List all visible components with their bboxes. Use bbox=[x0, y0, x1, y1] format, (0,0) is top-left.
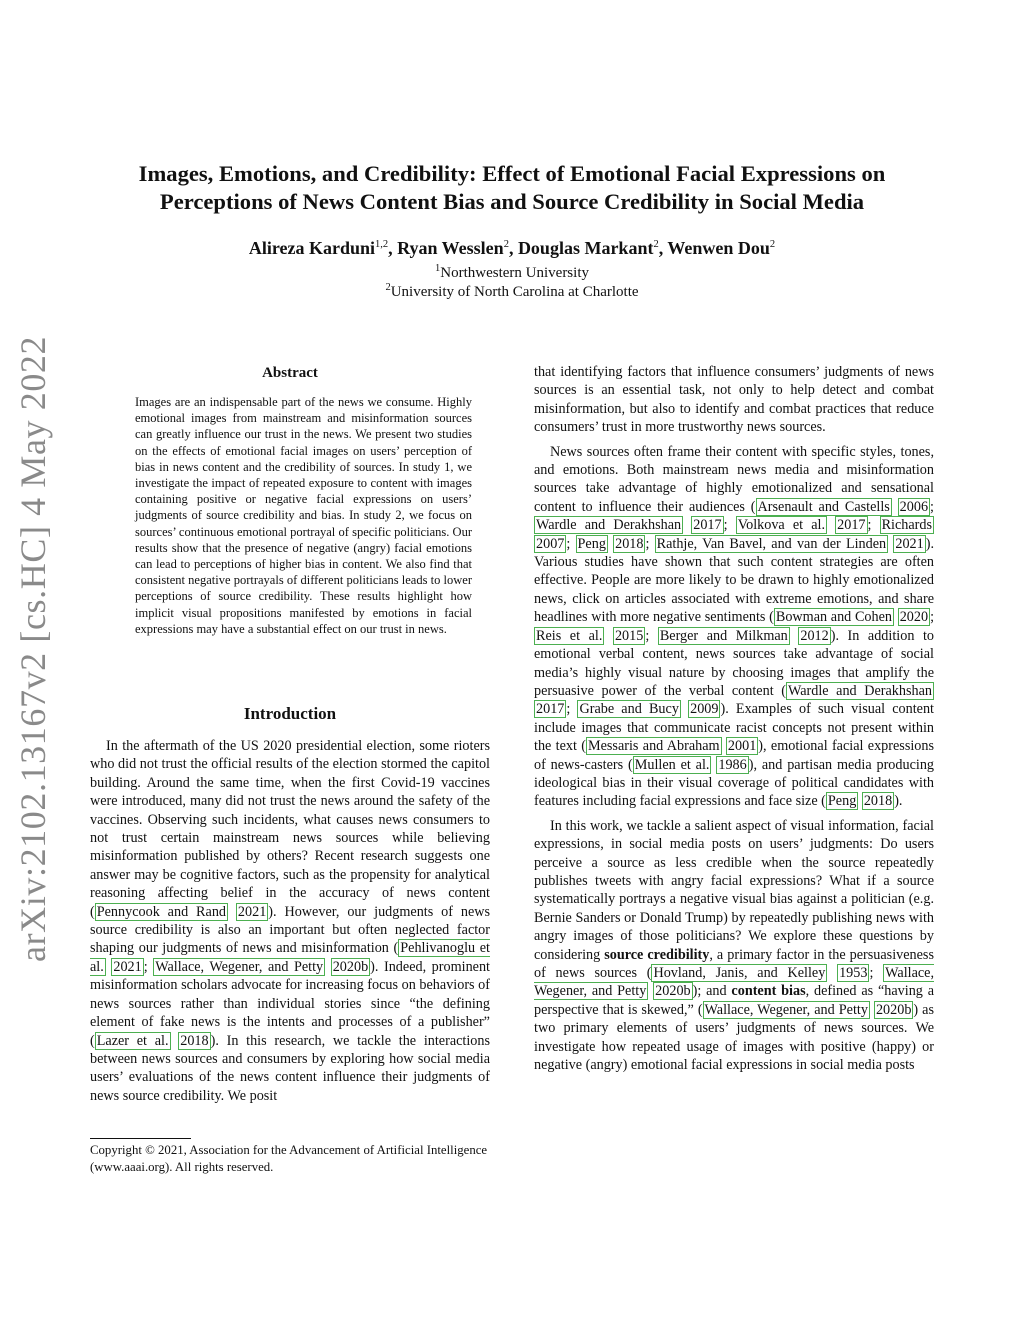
citation-link[interactable]: 2012 bbox=[800, 627, 829, 644]
citation-link[interactable]: 2007 bbox=[536, 535, 565, 552]
citation-link[interactable]: Reis et al. bbox=[536, 627, 603, 644]
citation-link[interactable]: Berger and Milkman bbox=[659, 627, 788, 644]
citation-link[interactable]: Peng bbox=[577, 535, 606, 552]
bold-term: source credibility bbox=[604, 946, 710, 963]
citation-link[interactable]: 2015 bbox=[614, 627, 644, 644]
citation-link[interactable]: Pennycook and Rand bbox=[96, 903, 227, 920]
citation-link[interactable]: 1986 bbox=[718, 756, 747, 773]
citation-link[interactable]: Volkova et al. bbox=[737, 517, 825, 534]
citation-link[interactable]: Bowman and Cohen bbox=[775, 609, 892, 626]
affiliation: $^1$Northwestern University bbox=[435, 263, 589, 281]
citation-link[interactable]: 2017 bbox=[837, 517, 866, 534]
author: Wenwen Dou$^2$ bbox=[667, 238, 776, 258]
author: Douglas Markant$^2$, bbox=[517, 238, 668, 258]
affiliation: $^2$University of North Carolina at Charlotte bbox=[385, 282, 639, 300]
citation-link[interactable]: 2021 bbox=[895, 535, 924, 552]
citation-link[interactable]: 2018 bbox=[180, 1032, 209, 1049]
citation-link[interactable]: Hovland, Janis, and Kelley bbox=[653, 965, 826, 981]
right-column bbox=[534, 363, 934, 1074]
citation-link[interactable]: Mullen et al. bbox=[634, 756, 710, 773]
citation-link[interactable]: Peng bbox=[827, 793, 857, 810]
author: Alireza Karduni$^{1,2}$, bbox=[248, 238, 398, 258]
paragraph: that identifying factors that influence consumers’ judgments of news sources is an essential task, not only to help detect and combat misinformation, but also to identify and combat practices that reduce consumers’ trust in more trustworthy news sources. bbox=[534, 364, 934, 436]
citation-link[interactable]: 2009 bbox=[690, 701, 719, 718]
arxiv-stamp: arXiv:2102.13167v2 [cs.HC] 4 May 2022 bbox=[13, 335, 53, 962]
citation-link[interactable]: 2001 bbox=[727, 738, 757, 755]
citation-link[interactable]: 2021 bbox=[237, 903, 267, 920]
paragraph: In this work, we tackle a salient aspect of visual information, facial expressions, in social media posts on users’ judgments: Do users perceive a source as less credible when the source repeatedly publishes tweets with angry facial expressions? What if a source systematically portrays a negative visual bias against a politician (e.g. Bernie Sanders or Donald Trump) by repeatedly publishing news with angry images of those politicians? We explore these questions by considering source credibility, a primary factor in the persuasiveness of news sources ( Hovland, Janis, and Kelley 1953 ; Wallace, Wegener, and Petty 2020b ); and content bias, defined as “having a perspective that is skewed,” ( Wallace, Wegener, and Petty 2020b ) as two primary elements of users’ judgments of news sources. We investigate how repeated usage of images with positive (happy) or negative (angry) emotional facial expressions in social media posts bbox=[534, 817, 935, 1074]
citation-link[interactable]: Wallace, Wegener, and Petty bbox=[534, 965, 935, 1000]
citation-link[interactable]: 2018 bbox=[863, 793, 893, 810]
citation-link[interactable]: 2020b bbox=[875, 1001, 912, 1018]
abstract-text: Images are an indispensable part of the news we consume. Highly emotional images from mainstream and misinformation sources can greatly influence our trust in the news. We present two studies on the effects of emotional facial images on users’ perception of bias in news content and the credibility of sources. In study 1, we investigate the impact of repeated exposure to content with images containing positive or negative facial expressions on users’ judgments of source credibility and bias. In study 2, we focus on sources’ continuous emotional portrayal of specific politicians. Our results show that the presence of negative (angry) facial emotions can lead to perceptions of higher bias in content. We also find that consistent negative portrayals of different politicians leads to lower perceptions of source credibility. These results highlight how implicit visual propositions manifested by emotions in facial expressions may have a substantial effect on our trust in news. bbox=[135, 395, 472, 636]
author-list bbox=[90, 237, 934, 259]
author: Ryan Wesslen$^2$, bbox=[397, 238, 518, 258]
citation-link[interactable]: Grabe and Bucy bbox=[579, 701, 679, 718]
citation-link[interactable]: Richards bbox=[881, 517, 933, 534]
citation-link[interactable]: Arsenault and Castells bbox=[757, 498, 890, 515]
citation-link[interactable]: Messaris and Abraham bbox=[588, 738, 720, 755]
citation-link[interactable]: 1953 bbox=[839, 965, 868, 981]
citation-link[interactable]: 2021 bbox=[113, 958, 142, 975]
citation-link[interactable]: Pehlivanoglu et al. bbox=[90, 940, 490, 975]
citation-link[interactable]: Rathje, Van Bavel, and van der Linden bbox=[656, 535, 887, 552]
paragraph: News sources often frame their content with specific styles, tones, and emotions. Both mainstream news media and misinformation sources take advantage of highly emotionalized and sensational content to influence their audiences ( Arsenault and Castells 2006 ; Wardle and Derakhshan 2017 ; Volkova et al. 2017 ; Richards 2007 ; Peng 2018 ; Rathje, Van Bavel, and van der Linden 2021 ). Various studies have shown that such content strategies are often effective. People are more likely to be drawn to highly emotionalized news, click on articles associated with extreme emotions, and share headlines with more negative sentiments ( Bowman and Cohen 2020 ; Reis et al. 2015 ; Berger and Milkman 2012 ). In addition to emotional verbal content, news sources take advantage of social media’s highly visual nature by choosing images that amplify the persuasive power of the verbal content ( Wardle and Derakhshan 2017 ; Grabe and Bucy 2009 ). Examples of such visual content include images that communicate racist concepts not present within the text ( Messaris and Abraham 2001 ), emotional facial expressions of news-casters ( Mullen et al. 1986 ), and partisan media producing ideological bias in their visual coverage of political candidates with features including facial expressions and face size ( Peng 2018 ). bbox=[534, 443, 935, 810]
citation-link[interactable]: Wallace, Wegener, and Petty bbox=[704, 1001, 868, 1018]
citation-link[interactable]: 2020b bbox=[332, 958, 369, 975]
section-heading-introduction: Introduction bbox=[243, 704, 337, 723]
left-column bbox=[90, 737, 490, 1105]
citation-link[interactable]: 2018 bbox=[615, 535, 644, 552]
citation-link[interactable]: 2020 bbox=[899, 609, 929, 626]
paragraph: In the aftermath of the US 2020 presidential election, some rioters who did not trust the official results of the election stormed the capitol building. Around the same time, when the first Covid-19 vaccines were introduced, many did not trust the news around the safety of the vaccines. Observing such incidents, what causes news consumers to not trust certain mainstream news sources while believing misinformation published by others? Recent research suggests one answer may be cognitive factors, such as the propensity for analytical reasoning affecting belief in the accuracy of news content ( Pennycook and Rand 2021 ). However, our judgments of news source credibility is also an important but often neglected factor shaping our judgments of news and misinformation ( Pehlivanoglu et al. 2021 ; Wallace, Wegener, and Petty 2020b ). Indeed, prominent misinformation scholars advocate for increasing focus on behaviors of news sources rather than individual stories since “the defining element of fake news is the intents and processes of a publisher” ( Lazer et al. 2018 ). In this research, we tackle the interactions between news sources and consumers by exploring how social media users’ evaluations of the news content influence their judgments of news source credibility. We posit bbox=[90, 738, 491, 1104]
abstract-heading: Abstract bbox=[262, 365, 318, 381]
citation-link[interactable]: Lazer et al. bbox=[96, 1032, 169, 1049]
footnote-rule bbox=[90, 1138, 191, 1139]
citation-link[interactable]: 2017 bbox=[536, 701, 565, 718]
paper-title: Images, Emotions, and Credibility: Effect of Emotional Facial Expressions on Perceptions of News Content Bias and Source Credibility in Social Media bbox=[138, 161, 886, 214]
footnote: Copyright © 2021, Association for the Advancement of Artificial Intelligence (www.aaai.org). All rights reserved. bbox=[90, 1143, 488, 1174]
citation-link[interactable]: Wardle and Derakhshan bbox=[536, 517, 682, 534]
bold-term: content bias bbox=[731, 983, 806, 1000]
citation-link[interactable]: 2020b bbox=[655, 983, 691, 1000]
citation-link[interactable]: 2006 bbox=[899, 498, 929, 515]
citation-link[interactable]: Wallace, Wegener, and Petty bbox=[155, 958, 324, 975]
citation-link[interactable]: Wardle and Derakhshan bbox=[787, 682, 932, 699]
citation-link[interactable]: 2017 bbox=[693, 517, 722, 534]
